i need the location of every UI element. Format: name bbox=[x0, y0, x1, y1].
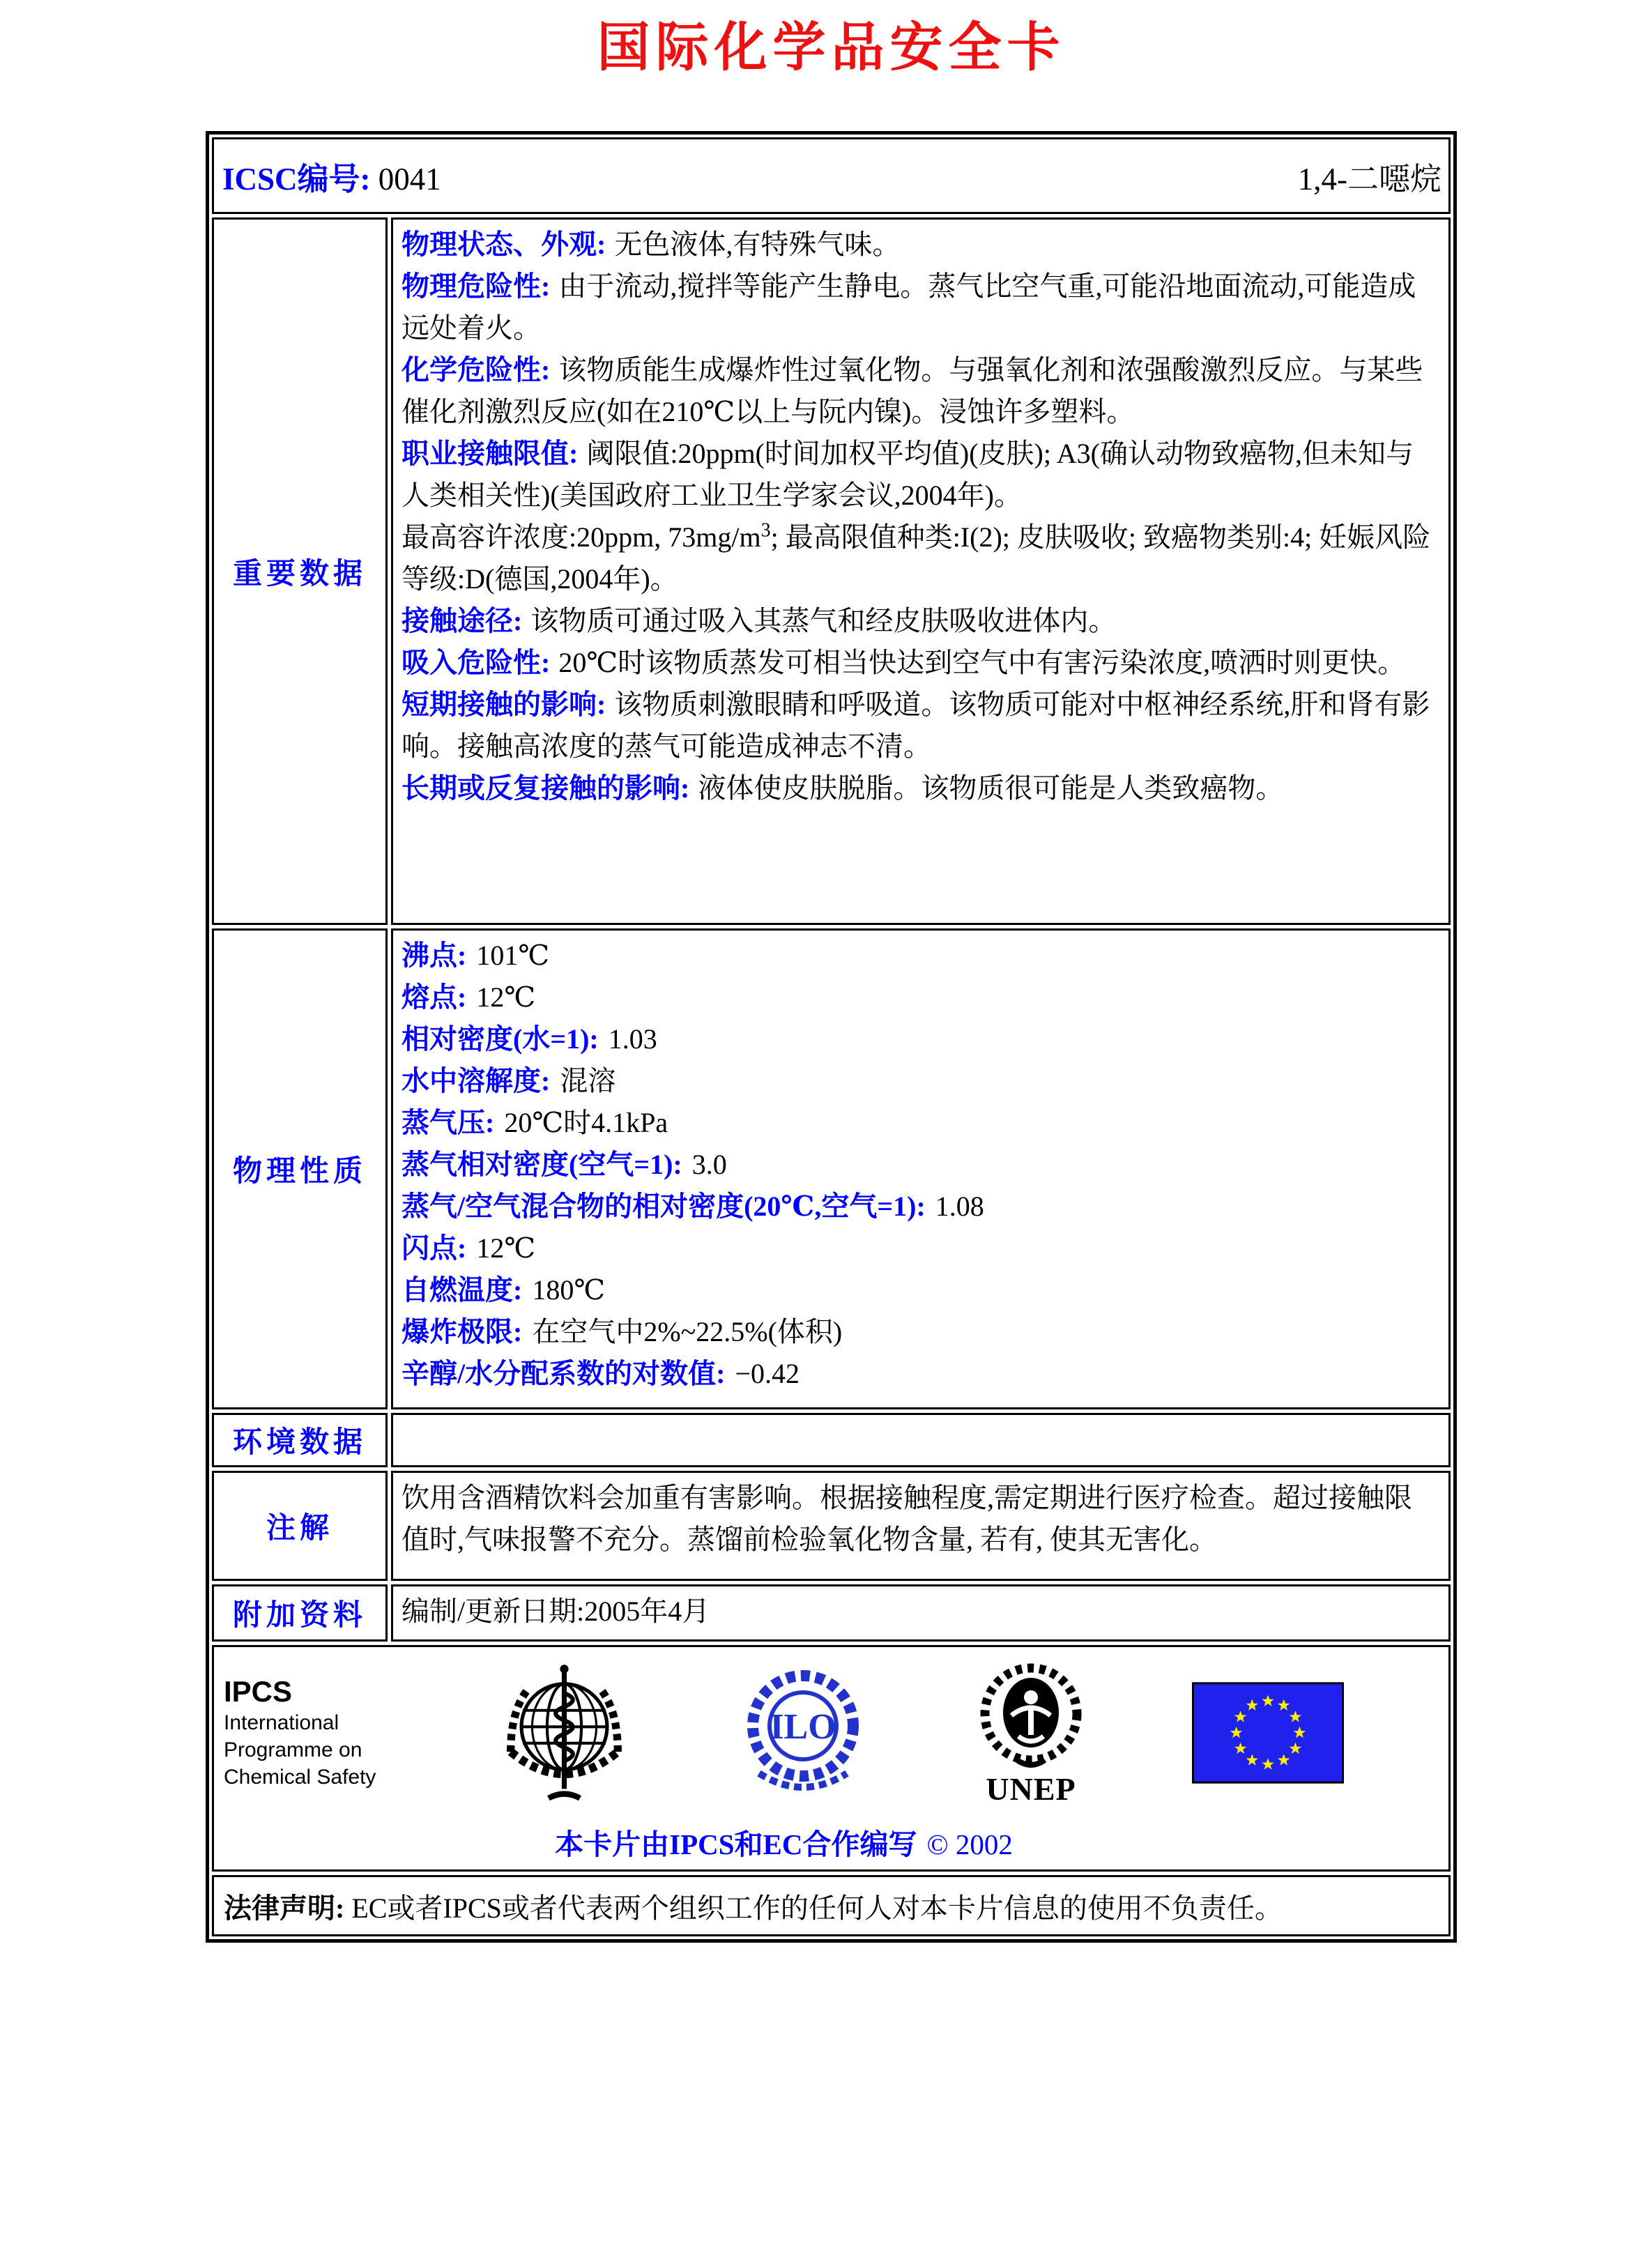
prop-label: 沸点: bbox=[401, 940, 467, 971]
prop-value: 20℃时4.1kPa bbox=[504, 1107, 668, 1138]
prop-value: 101℃ bbox=[476, 940, 550, 971]
notes-row bbox=[212, 1471, 1451, 1581]
prop-autoignition-temp bbox=[401, 1269, 1439, 1311]
entry-physical-danger bbox=[401, 266, 1439, 349]
prop-value: 1.08 bbox=[935, 1191, 984, 1222]
entry-label: 化学危险性: bbox=[401, 354, 551, 385]
entry-text: 该物质能生成爆炸性过氧化物。与强氧化剂和浓强酸激烈反应。与某些催化剂激烈反应(如在210℃以上与阮内镍)。浸蚀许多塑料。 bbox=[401, 354, 1423, 427]
entry-text: ; 最高限值种类:I(2); 皮肤吸收; 致癌物类别:4; 妊娠风险等级:D(德国,2004年)。 bbox=[401, 521, 1431, 595]
prop-label: 蒸气/空气混合物的相对密度(20℃,空气=1): bbox=[401, 1191, 926, 1222]
additional-info-content: 编制/更新日期:2005年4月 bbox=[391, 1584, 1451, 1642]
legal-label: 法律声明: bbox=[224, 1892, 345, 1924]
card-caption bbox=[224, 1821, 1344, 1863]
entry-text: 该物质刺激眼睛和呼吸道。该物质可能对中枢神经系统,肝和肾有影响。接触高浓度的蒸气可能造成神志不清。 bbox=[401, 689, 1430, 762]
icsc-number-group bbox=[222, 153, 441, 199]
entry-label: 长期或反复接触的影响: bbox=[401, 772, 690, 804]
prop-value: 在空气中2%~22.5%(体积) bbox=[532, 1316, 843, 1347]
entry-label: 物理状态、外观: bbox=[401, 229, 606, 260]
entry-text: 无色液体,有特殊气味。 bbox=[614, 229, 901, 260]
entry-label: 吸入危险性: bbox=[401, 647, 551, 678]
unep-logo-icon bbox=[971, 1657, 1091, 1809]
prop-relative-density bbox=[401, 1018, 1439, 1060]
prop-flash-point bbox=[401, 1227, 1439, 1269]
environmental-data-row bbox=[212, 1413, 1451, 1467]
icsc-number-value: 0041 bbox=[378, 161, 441, 197]
notes-content: 饮用含酒精饮料会加重有害影响。根据接触程度,需定期进行医疗检查。超过接触限值时,气味报警不充分。蒸馏前检验氧化物含量, 若有, 使其无害化。 bbox=[391, 1471, 1451, 1581]
environmental-data-content bbox=[391, 1413, 1451, 1467]
entry-occupational-limits bbox=[401, 433, 1439, 517]
prop-melting-point bbox=[401, 977, 1439, 1018]
who-logo-icon bbox=[493, 1659, 636, 1807]
caption-text: 本卡片由IPCS和EC合作编写 bbox=[555, 1828, 917, 1860]
additional-info-row-label: 附加资料 bbox=[212, 1584, 388, 1642]
ilo-logo-icon bbox=[737, 1662, 869, 1805]
notes-row-label: 注解 bbox=[212, 1471, 388, 1581]
legal-row bbox=[212, 1875, 1451, 1936]
physical-properties-row bbox=[212, 928, 1451, 1409]
entry-label: 物理危险性: bbox=[401, 270, 551, 302]
prop-value: 12℃ bbox=[476, 1232, 536, 1264]
eu-flag-icon bbox=[1192, 1682, 1344, 1784]
ipcs-line2: Programme on bbox=[224, 1738, 362, 1761]
physical-properties-row-label: 物理性质 bbox=[212, 928, 388, 1409]
prop-octanol-water bbox=[401, 1353, 1439, 1395]
ipcs-line1: International bbox=[224, 1711, 339, 1734]
prop-value: −0.42 bbox=[735, 1358, 800, 1389]
important-data-content bbox=[391, 217, 1451, 925]
ipcs-text-block bbox=[224, 1675, 391, 1790]
prop-value: 180℃ bbox=[532, 1274, 606, 1306]
prop-label: 闪点: bbox=[401, 1232, 467, 1264]
legal-text: EC或者IPCS或者代表两个组织工作的任何人对本卡片信息的使用不负责任。 bbox=[351, 1892, 1283, 1924]
entry-label: 接触途径: bbox=[401, 605, 523, 636]
entry-inhalation-risk bbox=[401, 642, 1439, 684]
entry-text: 20℃时该物质蒸发可相当快达到空气中有害污染浓度,喷洒时则更快。 bbox=[558, 647, 1406, 678]
ipcs-acronym: IPCS bbox=[224, 1675, 293, 1708]
logos-strip bbox=[224, 1657, 1344, 1809]
prop-boiling-point bbox=[401, 935, 1439, 977]
superscript: 3 bbox=[760, 519, 771, 542]
prop-value: 12℃ bbox=[476, 981, 536, 1013]
prop-vapor-air-density bbox=[401, 1186, 1439, 1227]
chemical-name: 1,4-二噁烷 bbox=[1297, 161, 1441, 197]
entry-label: 短期接触的影响: bbox=[401, 689, 606, 720]
page-title: 国际化学品安全卡 bbox=[597, 19, 1066, 77]
prop-label: 爆炸极限: bbox=[401, 1316, 523, 1347]
prop-value: 1.03 bbox=[608, 1023, 657, 1055]
entry-physical-state bbox=[401, 224, 1439, 266]
entry-max-concentration bbox=[401, 517, 1439, 600]
prop-label: 水中溶解度: bbox=[401, 1065, 551, 1096]
entry-text: 由于流动,搅拌等能产生静电。蒸气比空气重,可能沿地面流动,可能造成远处着火。 bbox=[401, 270, 1416, 344]
ipcs-line3: Chemical Safety bbox=[224, 1765, 376, 1789]
prop-label: 辛醇/水分配系数的对数值: bbox=[401, 1358, 726, 1389]
logos-row bbox=[212, 1645, 1451, 1872]
prop-label: 自燃温度: bbox=[401, 1274, 523, 1306]
icsc-number-label: ICSC编号: bbox=[222, 161, 371, 197]
entry-long-term-effects bbox=[401, 767, 1439, 809]
environmental-data-row-label: 环境数据 bbox=[212, 1413, 388, 1467]
svg-text:ILO: ILO bbox=[770, 1706, 836, 1747]
header-row bbox=[212, 137, 1451, 214]
prop-label: 熔点: bbox=[401, 981, 467, 1013]
important-data-row bbox=[212, 217, 1451, 925]
prop-explosive-limits bbox=[401, 1311, 1439, 1353]
prop-label: 相对密度(水=1): bbox=[401, 1023, 599, 1055]
entry-exposure-routes bbox=[401, 600, 1439, 642]
prop-vapor-pressure bbox=[401, 1102, 1439, 1144]
entry-text: 液体使皮肤脱脂。该物质很可能是人类致癌物。 bbox=[698, 772, 1284, 804]
entry-short-term-effects bbox=[401, 684, 1439, 767]
caption-copyright: © 2002 bbox=[926, 1828, 1013, 1860]
entry-chemical-danger bbox=[401, 349, 1439, 433]
prop-vapor-density bbox=[401, 1144, 1439, 1186]
entry-text: 该物质可通过吸入其蒸气和经皮肤吸收进体内。 bbox=[530, 605, 1117, 636]
svg-text:UNEP: UNEP bbox=[985, 1771, 1076, 1807]
prop-label: 蒸气相对密度(空气=1): bbox=[401, 1149, 682, 1180]
entry-text: 阈限值:20ppm(时间加权平均值)(皮肤); A3(确认动物致癌物,但未知与人类相关性)(美国政府工业卫生学家会议,2004年)。 bbox=[401, 438, 1414, 511]
icsc-card bbox=[206, 131, 1457, 1943]
prop-value: 3.0 bbox=[691, 1149, 727, 1180]
prop-value: 混溶 bbox=[560, 1065, 616, 1096]
entry-label: 职业接触限值: bbox=[401, 438, 579, 469]
entry-text: 最高容许浓度:20ppm, 73mg/m bbox=[401, 521, 761, 553]
additional-info-row bbox=[212, 1584, 1451, 1642]
prop-water-solubility bbox=[401, 1060, 1439, 1102]
important-data-row-label: 重要数据 bbox=[212, 217, 388, 925]
prop-label: 蒸气压: bbox=[401, 1107, 495, 1138]
physical-properties-content bbox=[391, 928, 1451, 1409]
